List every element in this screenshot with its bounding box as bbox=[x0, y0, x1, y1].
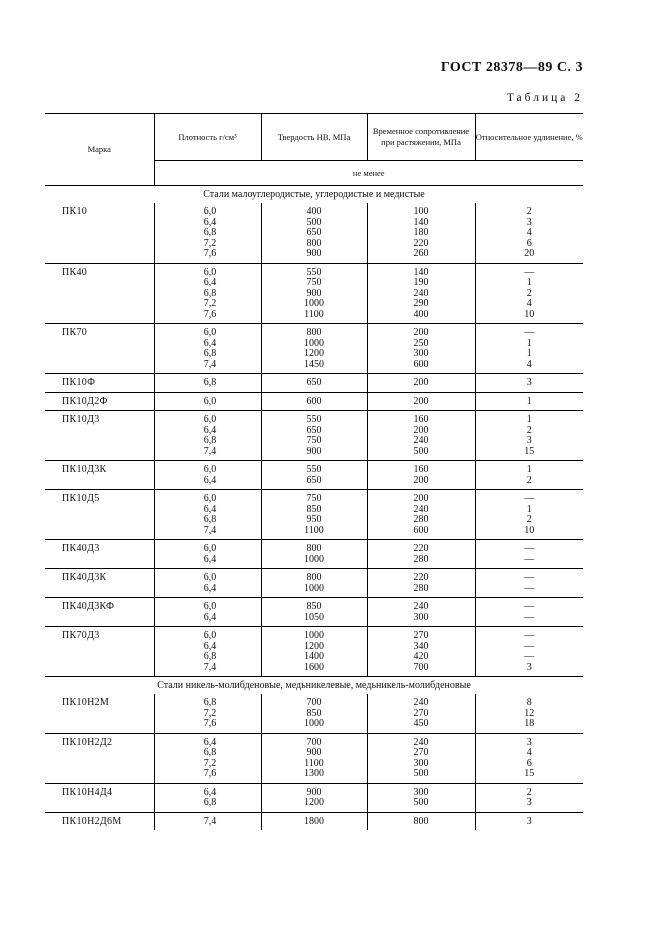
cell-density bbox=[154, 392, 261, 411]
cell-value: 3 bbox=[526, 736, 532, 748]
cell-strength bbox=[367, 490, 475, 540]
cell-value: 300 bbox=[413, 757, 429, 769]
cell-value: 1300 bbox=[304, 768, 324, 779]
cell-value: — bbox=[524, 651, 535, 662]
cell-value: 4 bbox=[526, 747, 532, 758]
cell-value: 250 bbox=[413, 337, 429, 349]
cell-value: 850 bbox=[306, 707, 322, 719]
cell-value: 200 bbox=[413, 474, 429, 486]
cell-elongation bbox=[475, 694, 583, 733]
cell-hardness bbox=[261, 694, 367, 733]
table-row bbox=[45, 598, 583, 627]
cell-density bbox=[154, 598, 261, 627]
cell-value: 1 bbox=[526, 337, 532, 349]
cell-value: 6,8 bbox=[203, 651, 217, 662]
cell-value: 7,4 bbox=[203, 815, 217, 827]
cell-value: 2 bbox=[526, 514, 532, 525]
cell-value: 6,0 bbox=[203, 601, 217, 612]
cell-value: 290 bbox=[413, 298, 429, 309]
cell-hardness bbox=[261, 783, 367, 812]
cell-hardness bbox=[261, 411, 367, 461]
cell-value: 3 bbox=[526, 815, 532, 827]
cell-value: 6,8 bbox=[203, 287, 217, 299]
cell-strength bbox=[367, 374, 475, 393]
cell-value: 6,8 bbox=[203, 747, 217, 758]
cell-density bbox=[154, 783, 261, 812]
cell-value: 6,4 bbox=[203, 736, 217, 748]
cell-value: 220 bbox=[413, 237, 429, 249]
cell-hardness bbox=[261, 490, 367, 540]
cell-density bbox=[154, 627, 261, 677]
cell-value: 220 bbox=[413, 572, 429, 583]
cell-value: 7,6 bbox=[203, 718, 217, 729]
cell-strength bbox=[367, 733, 475, 783]
cell-value: 500 bbox=[413, 797, 429, 808]
cell-mark: ПК10Д5 bbox=[45, 490, 154, 540]
cell-value: — bbox=[524, 553, 535, 565]
cell-hardness bbox=[261, 569, 367, 598]
col-header-hardness: Твердость НВ, МПа bbox=[261, 114, 367, 161]
cell-value: 1200 bbox=[304, 640, 324, 652]
cell-value: — bbox=[524, 543, 535, 554]
cell-value: 2 bbox=[526, 206, 532, 217]
cell-value: 1 bbox=[526, 348, 532, 359]
table-row bbox=[45, 540, 583, 569]
cell-value: 800 bbox=[306, 572, 322, 583]
cell-density bbox=[154, 812, 261, 830]
cell-mark: ПК10Н4Д4 bbox=[45, 783, 154, 812]
cell-value: 180 bbox=[413, 227, 429, 238]
cell-value: 650 bbox=[306, 424, 322, 436]
cell-mark: ПК40Д3КФ bbox=[45, 598, 154, 627]
table-row bbox=[45, 694, 583, 733]
cell-value: 6 bbox=[526, 757, 532, 769]
cell-value: 1600 bbox=[304, 661, 324, 673]
table-caption: Таблица 2 bbox=[506, 92, 583, 104]
cell-density bbox=[154, 569, 261, 598]
cell-elongation bbox=[475, 392, 583, 411]
cell-value: — bbox=[524, 630, 535, 641]
cell-value: 7,2 bbox=[203, 237, 217, 249]
cell-elongation bbox=[475, 540, 583, 569]
header-note: не менее bbox=[154, 161, 583, 186]
cell-elongation bbox=[475, 783, 583, 812]
cell-value: 1000 bbox=[304, 298, 324, 309]
cell-elongation bbox=[475, 411, 583, 461]
cell-value: 160 bbox=[413, 464, 429, 475]
cell-strength bbox=[367, 540, 475, 569]
cell-value: 2 bbox=[526, 287, 532, 299]
cell-value: 600 bbox=[413, 358, 429, 370]
cell-value: 750 bbox=[306, 277, 322, 288]
cell-value: 6,4 bbox=[203, 503, 217, 515]
cell-value: 6,8 bbox=[203, 697, 217, 708]
cell-value: 900 bbox=[306, 786, 322, 798]
cell-value: 7,2 bbox=[203, 707, 217, 719]
cell-value: 1050 bbox=[304, 611, 324, 623]
col-header-density: Плотность г/см³ bbox=[154, 114, 261, 161]
cell-strength bbox=[367, 598, 475, 627]
cell-value: 4 bbox=[526, 298, 532, 309]
cell-value: 4 bbox=[526, 358, 532, 370]
cell-value: 220 bbox=[413, 543, 429, 554]
cell-value: 1000 bbox=[304, 553, 324, 565]
cell-value: 300 bbox=[413, 348, 429, 359]
cell-value: 240 bbox=[413, 503, 429, 515]
cell-value: 200 bbox=[413, 493, 429, 504]
properties-table bbox=[45, 113, 583, 830]
col-header-mark: Марка bbox=[45, 114, 154, 186]
cell-value: 240 bbox=[413, 601, 429, 612]
cell-value: 7,4 bbox=[203, 358, 217, 370]
cell-value: 280 bbox=[413, 582, 429, 594]
cell-value: 900 bbox=[306, 248, 322, 259]
cell-value: 6 bbox=[526, 237, 532, 249]
cell-value: 6,0 bbox=[203, 543, 217, 554]
cell-value: 200 bbox=[413, 377, 429, 388]
cell-value: 6,4 bbox=[203, 640, 217, 652]
cell-value: 500 bbox=[413, 445, 429, 457]
cell-strength bbox=[367, 627, 475, 677]
cell-elongation bbox=[475, 812, 583, 830]
cell-value: 600 bbox=[413, 524, 429, 536]
cell-value: 6,4 bbox=[203, 553, 217, 565]
cell-value: 550 bbox=[306, 266, 322, 278]
cell-value: — bbox=[524, 266, 535, 278]
cell-value: 1400 bbox=[304, 651, 324, 662]
page-header: ГОСТ 28378—89 С. 3 bbox=[440, 60, 583, 75]
cell-value: 270 bbox=[413, 630, 429, 641]
cell-value: 15 bbox=[524, 445, 535, 457]
table-row bbox=[45, 783, 583, 812]
cell-value: 6,0 bbox=[203, 572, 217, 583]
cell-value: 1800 bbox=[304, 815, 324, 827]
cell-value: 500 bbox=[306, 216, 322, 228]
cell-value: 1000 bbox=[304, 337, 324, 349]
cell-value: 6,4 bbox=[203, 786, 217, 798]
cell-value: 3 bbox=[526, 435, 532, 446]
cell-elongation bbox=[475, 733, 583, 783]
col-header-elongation: Относительное удлинение, % bbox=[475, 114, 583, 161]
cell-value: 260 bbox=[413, 248, 429, 259]
cell-value: 900 bbox=[306, 445, 322, 457]
cell-strength bbox=[367, 461, 475, 490]
cell-value: 1200 bbox=[304, 797, 324, 808]
cell-density bbox=[154, 263, 261, 324]
cell-value: 6,8 bbox=[203, 797, 217, 808]
cell-value: 3 bbox=[526, 377, 532, 388]
cell-hardness bbox=[261, 540, 367, 569]
cell-mark: ПК70 bbox=[45, 324, 154, 374]
cell-hardness bbox=[261, 324, 367, 374]
cell-mark: ПК40Д3 bbox=[45, 540, 154, 569]
cell-value: 160 bbox=[413, 414, 429, 425]
cell-value: 900 bbox=[306, 287, 322, 299]
cell-value: 6,0 bbox=[203, 414, 217, 425]
cell-value: — bbox=[524, 611, 535, 623]
cell-hardness bbox=[261, 374, 367, 393]
cell-value: 200 bbox=[413, 424, 429, 436]
cell-value: 7,4 bbox=[203, 661, 217, 673]
cell-value: 850 bbox=[306, 503, 322, 515]
cell-value: 1 bbox=[526, 503, 532, 515]
cell-density bbox=[154, 374, 261, 393]
cell-value: 12 bbox=[524, 707, 535, 719]
cell-value: 140 bbox=[413, 266, 429, 278]
cell-value: 1100 bbox=[304, 524, 324, 536]
cell-mark: ПК10Д2Ф bbox=[45, 392, 154, 411]
cell-value: 2 bbox=[526, 474, 532, 486]
cell-value: 7,4 bbox=[203, 524, 217, 536]
table-row bbox=[45, 374, 583, 393]
cell-density bbox=[154, 733, 261, 783]
cell-value: 6,4 bbox=[203, 337, 217, 349]
cell-elongation bbox=[475, 203, 583, 263]
cell-value: 10 bbox=[524, 524, 535, 536]
cell-mark: ПК10 bbox=[62, 206, 88, 217]
cell-strength bbox=[367, 694, 475, 733]
cell-value: 1450 bbox=[304, 358, 324, 370]
cell-value: 400 bbox=[306, 206, 322, 217]
cell-mark: ПК40 bbox=[45, 263, 154, 324]
cell-value: 7,6 bbox=[203, 248, 217, 259]
table-row bbox=[45, 812, 583, 830]
cell-value: 900 bbox=[306, 747, 322, 758]
cell-mark: ПК40Д3К bbox=[45, 569, 154, 598]
cell-value: 6,8 bbox=[203, 514, 217, 525]
cell-value: 270 bbox=[413, 707, 429, 719]
cell-strength bbox=[367, 569, 475, 598]
cell-value: 850 bbox=[306, 601, 322, 612]
cell-value: 140 bbox=[413, 216, 429, 228]
cell-value: 7,4 bbox=[203, 445, 217, 457]
cell-value: 1 bbox=[526, 277, 532, 288]
cell-strength bbox=[367, 812, 475, 830]
cell-value: 650 bbox=[306, 474, 322, 486]
cell-value: 550 bbox=[306, 464, 322, 475]
cell-value: — bbox=[524, 601, 535, 612]
cell-elongation bbox=[475, 490, 583, 540]
cell-strength bbox=[367, 263, 475, 324]
cell-value: 6,0 bbox=[203, 630, 217, 641]
table-row bbox=[45, 263, 583, 324]
cell-value: 1000 bbox=[304, 630, 324, 641]
cell-mark: ПК10Н2Д6М bbox=[45, 812, 154, 830]
cell-strength bbox=[367, 783, 475, 812]
cell-value: — bbox=[524, 582, 535, 594]
cell-elongation bbox=[475, 569, 583, 598]
cell-value: 1 bbox=[526, 464, 532, 475]
cell-value: 6,0 bbox=[203, 464, 217, 475]
cell-value: 700 bbox=[306, 697, 322, 708]
cell-value: 4 bbox=[526, 227, 532, 238]
table-row bbox=[45, 411, 583, 461]
cell-value: 6,4 bbox=[203, 424, 217, 436]
cell-mark: ПК10Ф bbox=[45, 374, 154, 393]
cell-value: 6,8 bbox=[203, 348, 217, 359]
cell-value: 200 bbox=[413, 395, 429, 407]
cell-value: — bbox=[524, 640, 535, 652]
cell-value: 240 bbox=[413, 435, 429, 446]
cell-hardness bbox=[261, 812, 367, 830]
cell-elongation bbox=[475, 627, 583, 677]
cell-density bbox=[154, 411, 261, 461]
cell-value: 650 bbox=[306, 377, 322, 388]
cell-value: 600 bbox=[306, 395, 322, 407]
cell-mark: ПК10Н2М bbox=[62, 697, 110, 708]
cell-value: 6,8 bbox=[203, 227, 217, 238]
cell-value: 6,0 bbox=[203, 206, 217, 217]
cell-strength bbox=[367, 324, 475, 374]
cell-hardness bbox=[261, 627, 367, 677]
cell-value: 6,0 bbox=[203, 493, 217, 504]
cell-value: 6,4 bbox=[203, 216, 217, 228]
cell-value: 300 bbox=[413, 786, 429, 798]
cell-value: 280 bbox=[413, 553, 429, 565]
table-row bbox=[45, 490, 583, 540]
cell-value: 1100 bbox=[304, 308, 324, 320]
cell-mark: ПК70Д3 bbox=[45, 627, 154, 677]
cell-hardness bbox=[261, 598, 367, 627]
cell-density bbox=[154, 490, 261, 540]
cell-hardness bbox=[261, 263, 367, 324]
cell-density bbox=[154, 694, 261, 733]
cell-hardness bbox=[261, 461, 367, 490]
cell-value: 400 bbox=[413, 308, 429, 320]
cell-value: 3 bbox=[526, 797, 532, 808]
cell-value: 750 bbox=[306, 493, 322, 504]
cell-value: 8 bbox=[526, 697, 532, 708]
cell-value: 450 bbox=[413, 718, 429, 729]
section-title: Стали никель-молибденовые, медьникелевые, медьникель-молибденовые bbox=[45, 677, 583, 695]
cell-value: 190 bbox=[413, 277, 429, 288]
cell-value: 340 bbox=[413, 640, 429, 652]
cell-value: 800 bbox=[306, 237, 322, 249]
cell-value: 7,2 bbox=[203, 757, 217, 769]
cell-value: 270 bbox=[413, 747, 429, 758]
cell-value: 240 bbox=[413, 287, 429, 299]
cell-density bbox=[154, 461, 261, 490]
cell-value: 100 bbox=[413, 206, 429, 217]
cell-value: 200 bbox=[413, 327, 429, 338]
cell-value: 550 bbox=[306, 414, 322, 425]
cell-value: 7,6 bbox=[203, 308, 217, 320]
cell-strength bbox=[367, 411, 475, 461]
cell-value: 6,8 bbox=[203, 377, 217, 388]
col-header-strength: Временное сопротивление при растяжении, МПа bbox=[367, 114, 475, 161]
cell-value: 1000 bbox=[304, 582, 324, 594]
table-row bbox=[45, 203, 583, 263]
table-row bbox=[45, 461, 583, 490]
cell-value: 950 bbox=[306, 514, 322, 525]
cell-elongation bbox=[475, 374, 583, 393]
cell-value: 6,4 bbox=[203, 611, 217, 623]
cell-value: 10 bbox=[524, 308, 535, 320]
cell-value: 700 bbox=[306, 736, 322, 748]
cell-value: 240 bbox=[413, 697, 429, 708]
table-row bbox=[45, 324, 583, 374]
cell-value: — bbox=[524, 493, 535, 504]
cell-value: 6,0 bbox=[203, 395, 217, 407]
cell-value: — bbox=[524, 327, 535, 338]
cell-value: 7,6 bbox=[203, 768, 217, 779]
cell-value: 6,8 bbox=[203, 435, 217, 446]
cell-value: 2 bbox=[526, 786, 532, 798]
cell-value: 240 bbox=[413, 736, 429, 748]
cell-value: 18 bbox=[524, 718, 535, 729]
table-row bbox=[45, 392, 583, 411]
cell-mark: ПК10Д3К bbox=[45, 461, 154, 490]
section-row bbox=[45, 186, 583, 204]
cell-value: 3 bbox=[526, 661, 532, 673]
cell-strength bbox=[367, 203, 475, 263]
table-row bbox=[45, 733, 583, 783]
cell-value: 7,2 bbox=[203, 298, 217, 309]
cell-value: 800 bbox=[413, 815, 429, 827]
cell-value: 300 bbox=[413, 611, 429, 623]
cell-value: 800 bbox=[306, 327, 322, 338]
cell-value: 6,4 bbox=[203, 474, 217, 486]
cell-value: 700 bbox=[413, 661, 429, 673]
cell-value: 1200 bbox=[304, 348, 324, 359]
cell-density bbox=[154, 324, 261, 374]
cell-elongation bbox=[475, 324, 583, 374]
cell-value: 15 bbox=[524, 768, 535, 779]
cell-value: 6,0 bbox=[203, 266, 217, 278]
cell-value: 800 bbox=[306, 543, 322, 554]
cell-hardness bbox=[261, 203, 367, 263]
cell-value: 2 bbox=[526, 424, 532, 436]
cell-value: 280 bbox=[413, 514, 429, 525]
cell-elongation bbox=[475, 461, 583, 490]
cell-value: 6,4 bbox=[203, 277, 217, 288]
cell-hardness bbox=[261, 733, 367, 783]
cell-value: 750 bbox=[306, 435, 322, 446]
cell-mark: ПК10Н2Д2 bbox=[45, 733, 154, 783]
cell-value: 1100 bbox=[304, 757, 324, 769]
cell-value: 6,4 bbox=[203, 582, 217, 594]
cell-hardness bbox=[261, 392, 367, 411]
cell-value: 1 bbox=[526, 395, 532, 407]
cell-value: 1 bbox=[526, 414, 532, 425]
cell-value: — bbox=[524, 572, 535, 583]
cell-strength bbox=[367, 392, 475, 411]
cell-density bbox=[154, 540, 261, 569]
cell-density bbox=[154, 203, 261, 263]
section-row bbox=[45, 677, 583, 695]
cell-value: 420 bbox=[413, 651, 429, 662]
table-row bbox=[45, 627, 583, 677]
cell-value: 650 bbox=[306, 227, 322, 238]
cell-value: 1000 bbox=[304, 718, 324, 729]
cell-value: 500 bbox=[413, 768, 429, 779]
table-row bbox=[45, 569, 583, 598]
section-title: Стали малоуглеродистые, углеродистые и медистые bbox=[45, 186, 583, 204]
cell-value: 3 bbox=[526, 216, 532, 228]
cell-value: 6,0 bbox=[203, 327, 217, 338]
cell-elongation bbox=[475, 263, 583, 324]
cell-value: 20 bbox=[524, 248, 535, 259]
cell-elongation bbox=[475, 598, 583, 627]
cell-mark: ПК10Д3 bbox=[45, 411, 154, 461]
